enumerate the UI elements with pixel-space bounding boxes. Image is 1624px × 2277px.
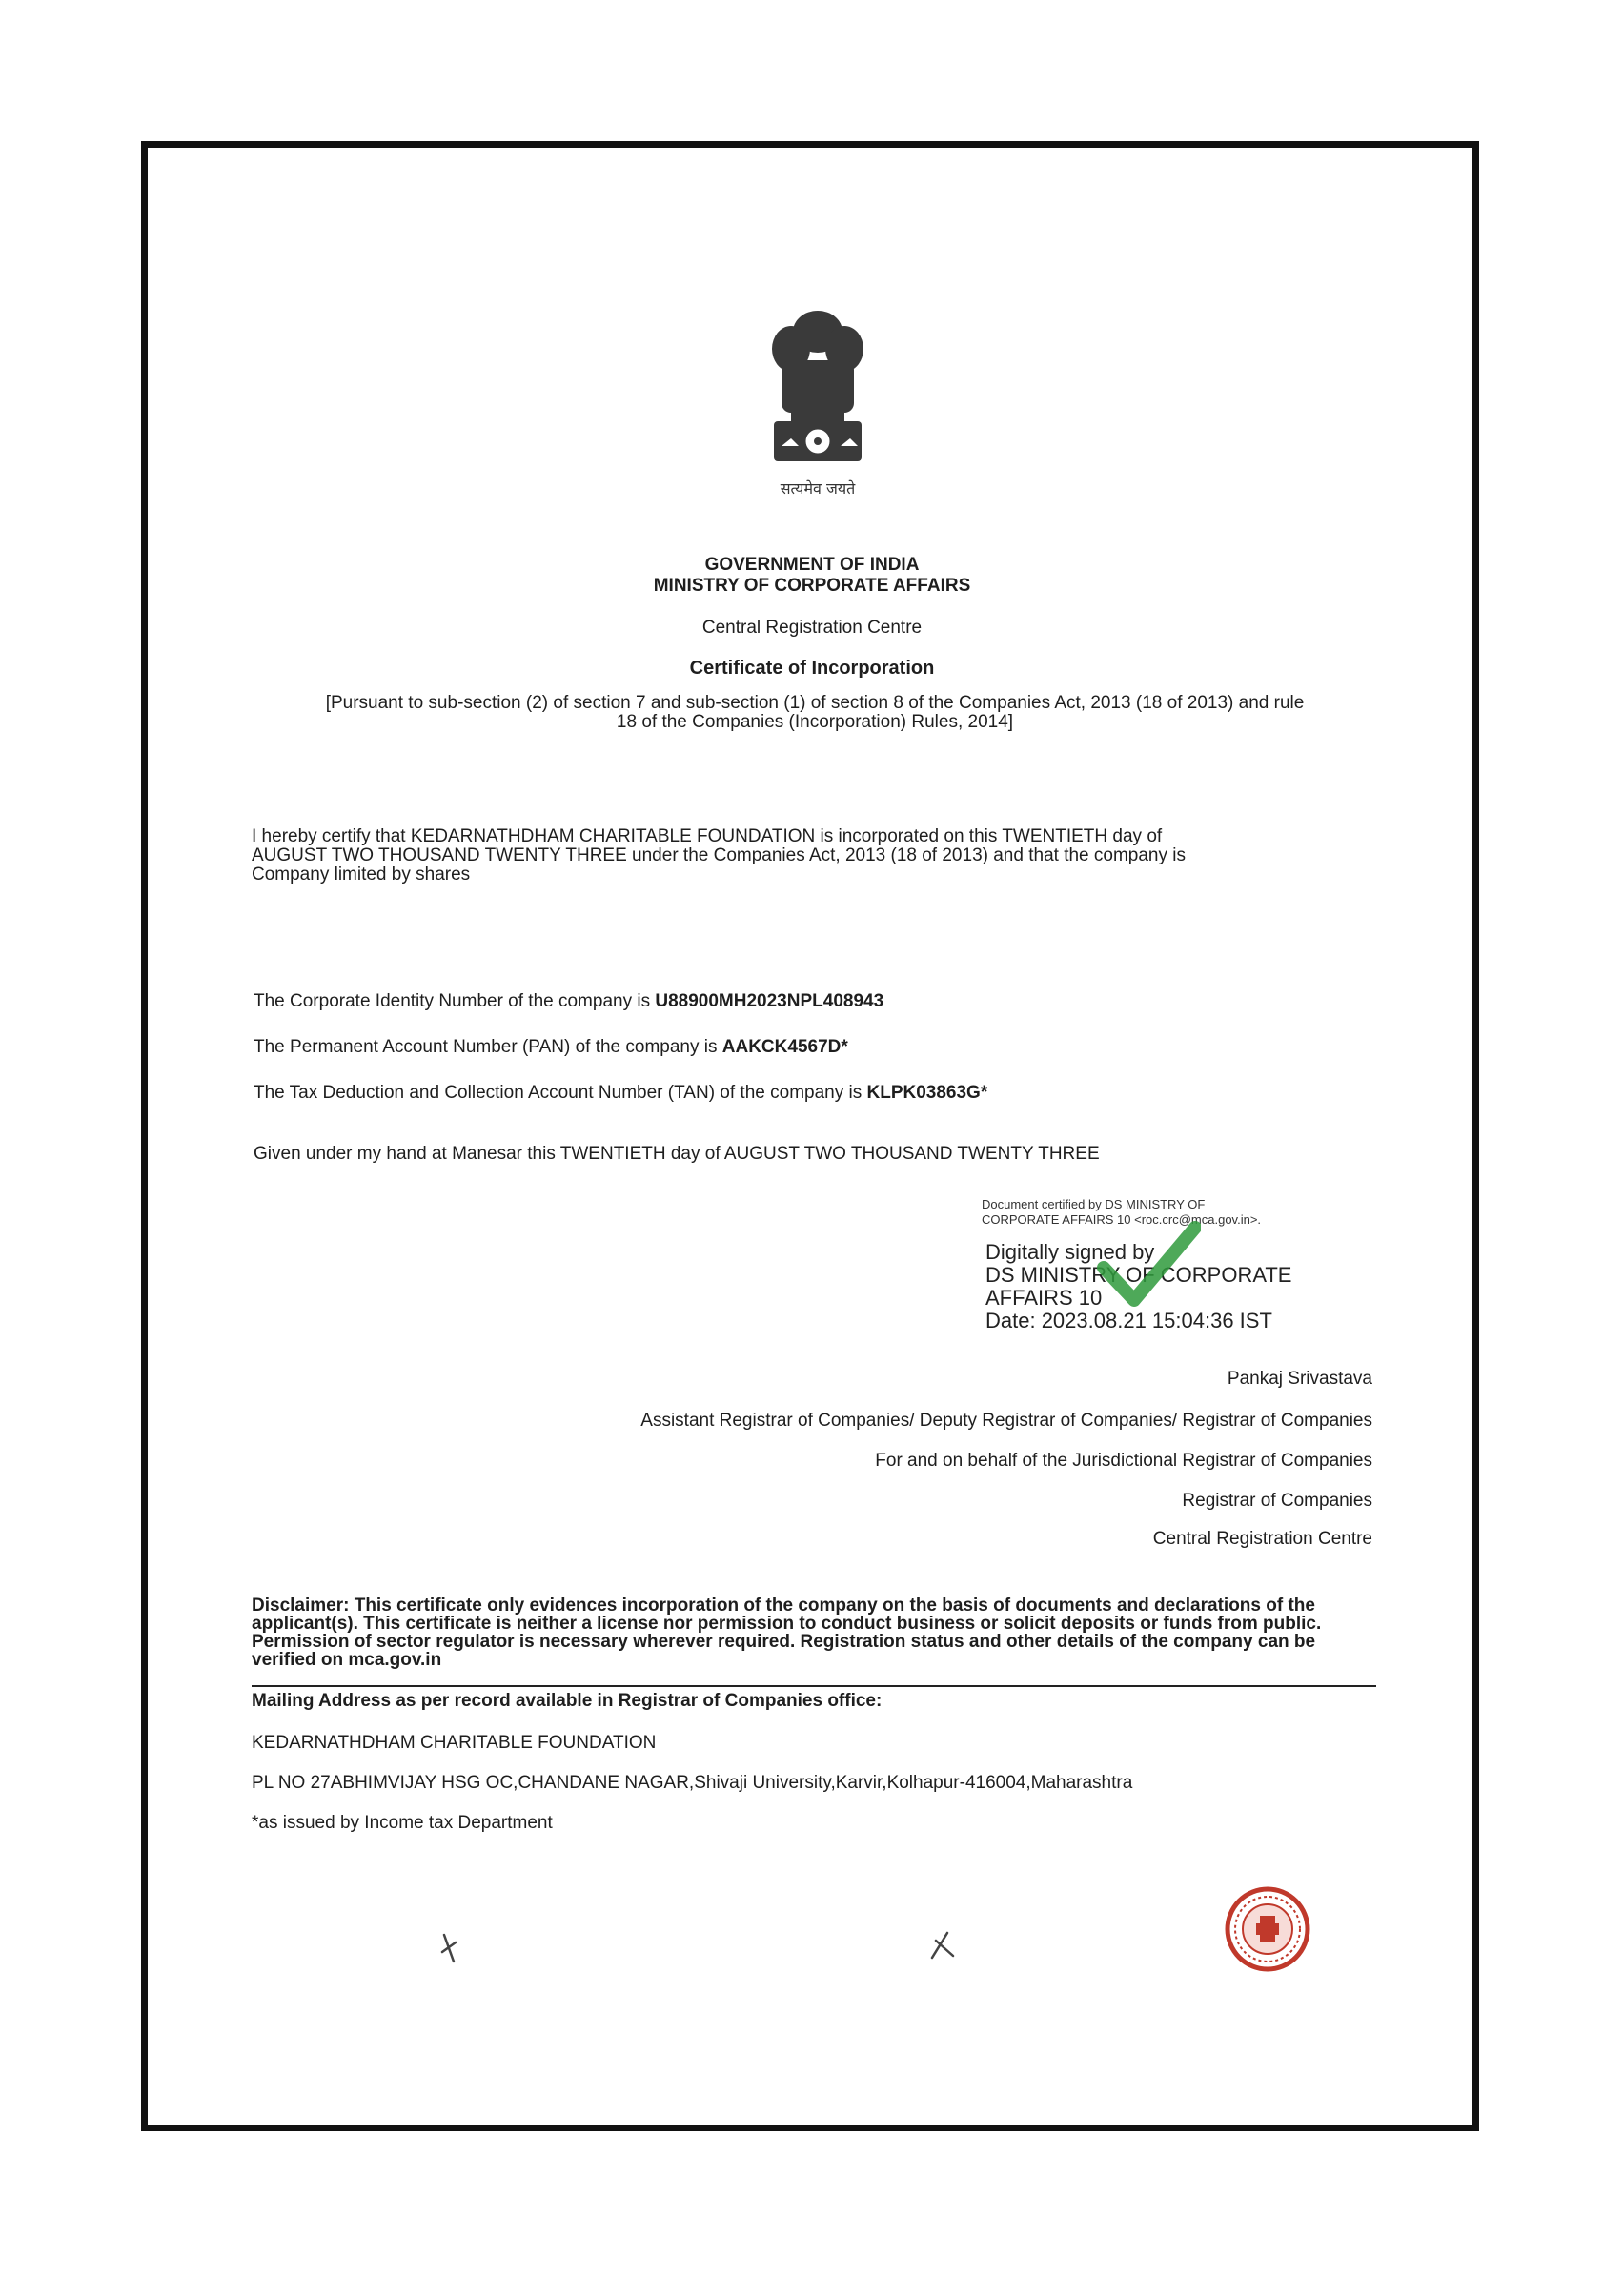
emblem-motto: सत्यमेव जयते [780, 479, 856, 498]
header-government: GOVERNMENT OF INDIA [704, 555, 920, 575]
certification-statement [252, 827, 1376, 884]
pan-label: The Permanent Account Number (PAN) of the company is [254, 1037, 718, 1057]
pursuant-line-2: 18 of the Companies (Incorporation) Rules, 2014] [616, 712, 1014, 732]
tan-value: KLPK03863G* [866, 1083, 988, 1103]
disclaimer [252, 1596, 1376, 1669]
mailing-address: PL NO 27ABHIMVIJAY HSG OC,CHANDANE NAGAR,Shivaji University,Karvir,Kolhapur-416004,Maharashtra [252, 1773, 1133, 1793]
mailing-company-name: KEDARNATHDHAM CHARITABLE FOUNDATION [252, 1733, 657, 1753]
header-ministry: MINISTRY OF CORPORATE AFFAIRS [653, 576, 971, 596]
designation-line-2: For and on behalf of the Jurisdictional Registrar of Companies [875, 1451, 1372, 1471]
digital-line-2: DS MINISTRY OF CORPORATE [985, 1263, 1292, 1287]
disclaimer-line-2: applicant(s). This certificate is neither a license nor permission to conduct business or solicit deposits or funds from public. [252, 1614, 1322, 1634]
cross-mark-icon [923, 1925, 961, 1963]
given-under-hand-line: Given under my hand at Manesar this TWENTIETH day of AUGUST TWO THOUSAND TWENTY THREE [254, 1144, 1100, 1164]
cin-line [254, 991, 883, 1012]
header-centre: Central Registration Centre [701, 618, 923, 638]
disclaimer-line-4: verified on mca.gov.in [252, 1650, 442, 1670]
digital-line-3: AFFAIRS 10 [985, 1286, 1103, 1310]
disclaimer-line-1: Disclaimer: This certificate only evidences incorporation of the company on the basis of documents and declarations of the [252, 1596, 1315, 1616]
disclaimer-line-3: Permission of sector regulator is necessary wherever required. Registration status and other details of the company can be [252, 1632, 1316, 1652]
designation-line-3: Registrar of Companies [1182, 1491, 1372, 1511]
certified-line-1: Document certified by DS MINISTRY OF [982, 1197, 1206, 1211]
pan-line [254, 1037, 848, 1058]
tan-line [254, 1083, 987, 1104]
cin-label: The Corporate Identity Number of the company is [254, 991, 651, 1011]
signer-name: Pankaj Srivastava [1227, 1369, 1372, 1389]
cin-value: U88900MH2023NPL408943 [655, 991, 884, 1011]
income-tax-footnote: *as issued by Income tax Department [252, 1813, 553, 1833]
certify-line-3: Company limited by shares [252, 864, 471, 884]
certified-line-2: CORPORATE AFFAIRS 10 <roc.crc@mca.gov.in>. [982, 1212, 1262, 1227]
certify-line-1: I hereby certify that KEDARNATHDHAM CHARITABLE FOUNDATION is incorporated on this TWENTIETH day of [252, 826, 1163, 846]
pursuant-clause [257, 694, 1372, 732]
signature-valid-check-icon [1096, 1218, 1201, 1310]
digital-line-1: Digitally signed by [985, 1240, 1155, 1264]
mailing-address-heading: Mailing Address as per record available in Registrar of Companies office: [252, 1691, 883, 1711]
certificate-title: Certificate of Incorporation [689, 658, 935, 679]
divider-line [252, 1685, 1376, 1687]
designation-line-4: Central Registration Centre [1152, 1529, 1372, 1549]
designation-line-1: Assistant Registrar of Companies/ Deputy Registrar of Companies/ Registrar of Companies [640, 1411, 1372, 1431]
pursuant-line-1: [Pursuant to sub-section (2) of section 7 and sub-section (1) of section 8 of the Companies Act, 2013 (18 of 2013) and rule [325, 693, 1305, 713]
digital-line-4: Date: 2023.08.21 15:04:36 IST [985, 1309, 1272, 1332]
state-emblem-icon [753, 303, 883, 503]
official-seal-icon [1222, 1883, 1313, 1975]
pan-value: AAKCK4567D* [721, 1037, 848, 1057]
certify-line-2: AUGUST TWO THOUSAND TWENTY THREE under the Companies Act, 2013 (18 of 2013) and that the company is [252, 845, 1186, 865]
cross-mark-icon [431, 1929, 469, 1967]
tan-label: The Tax Deduction and Collection Account Number (TAN) of the company is [254, 1083, 863, 1103]
